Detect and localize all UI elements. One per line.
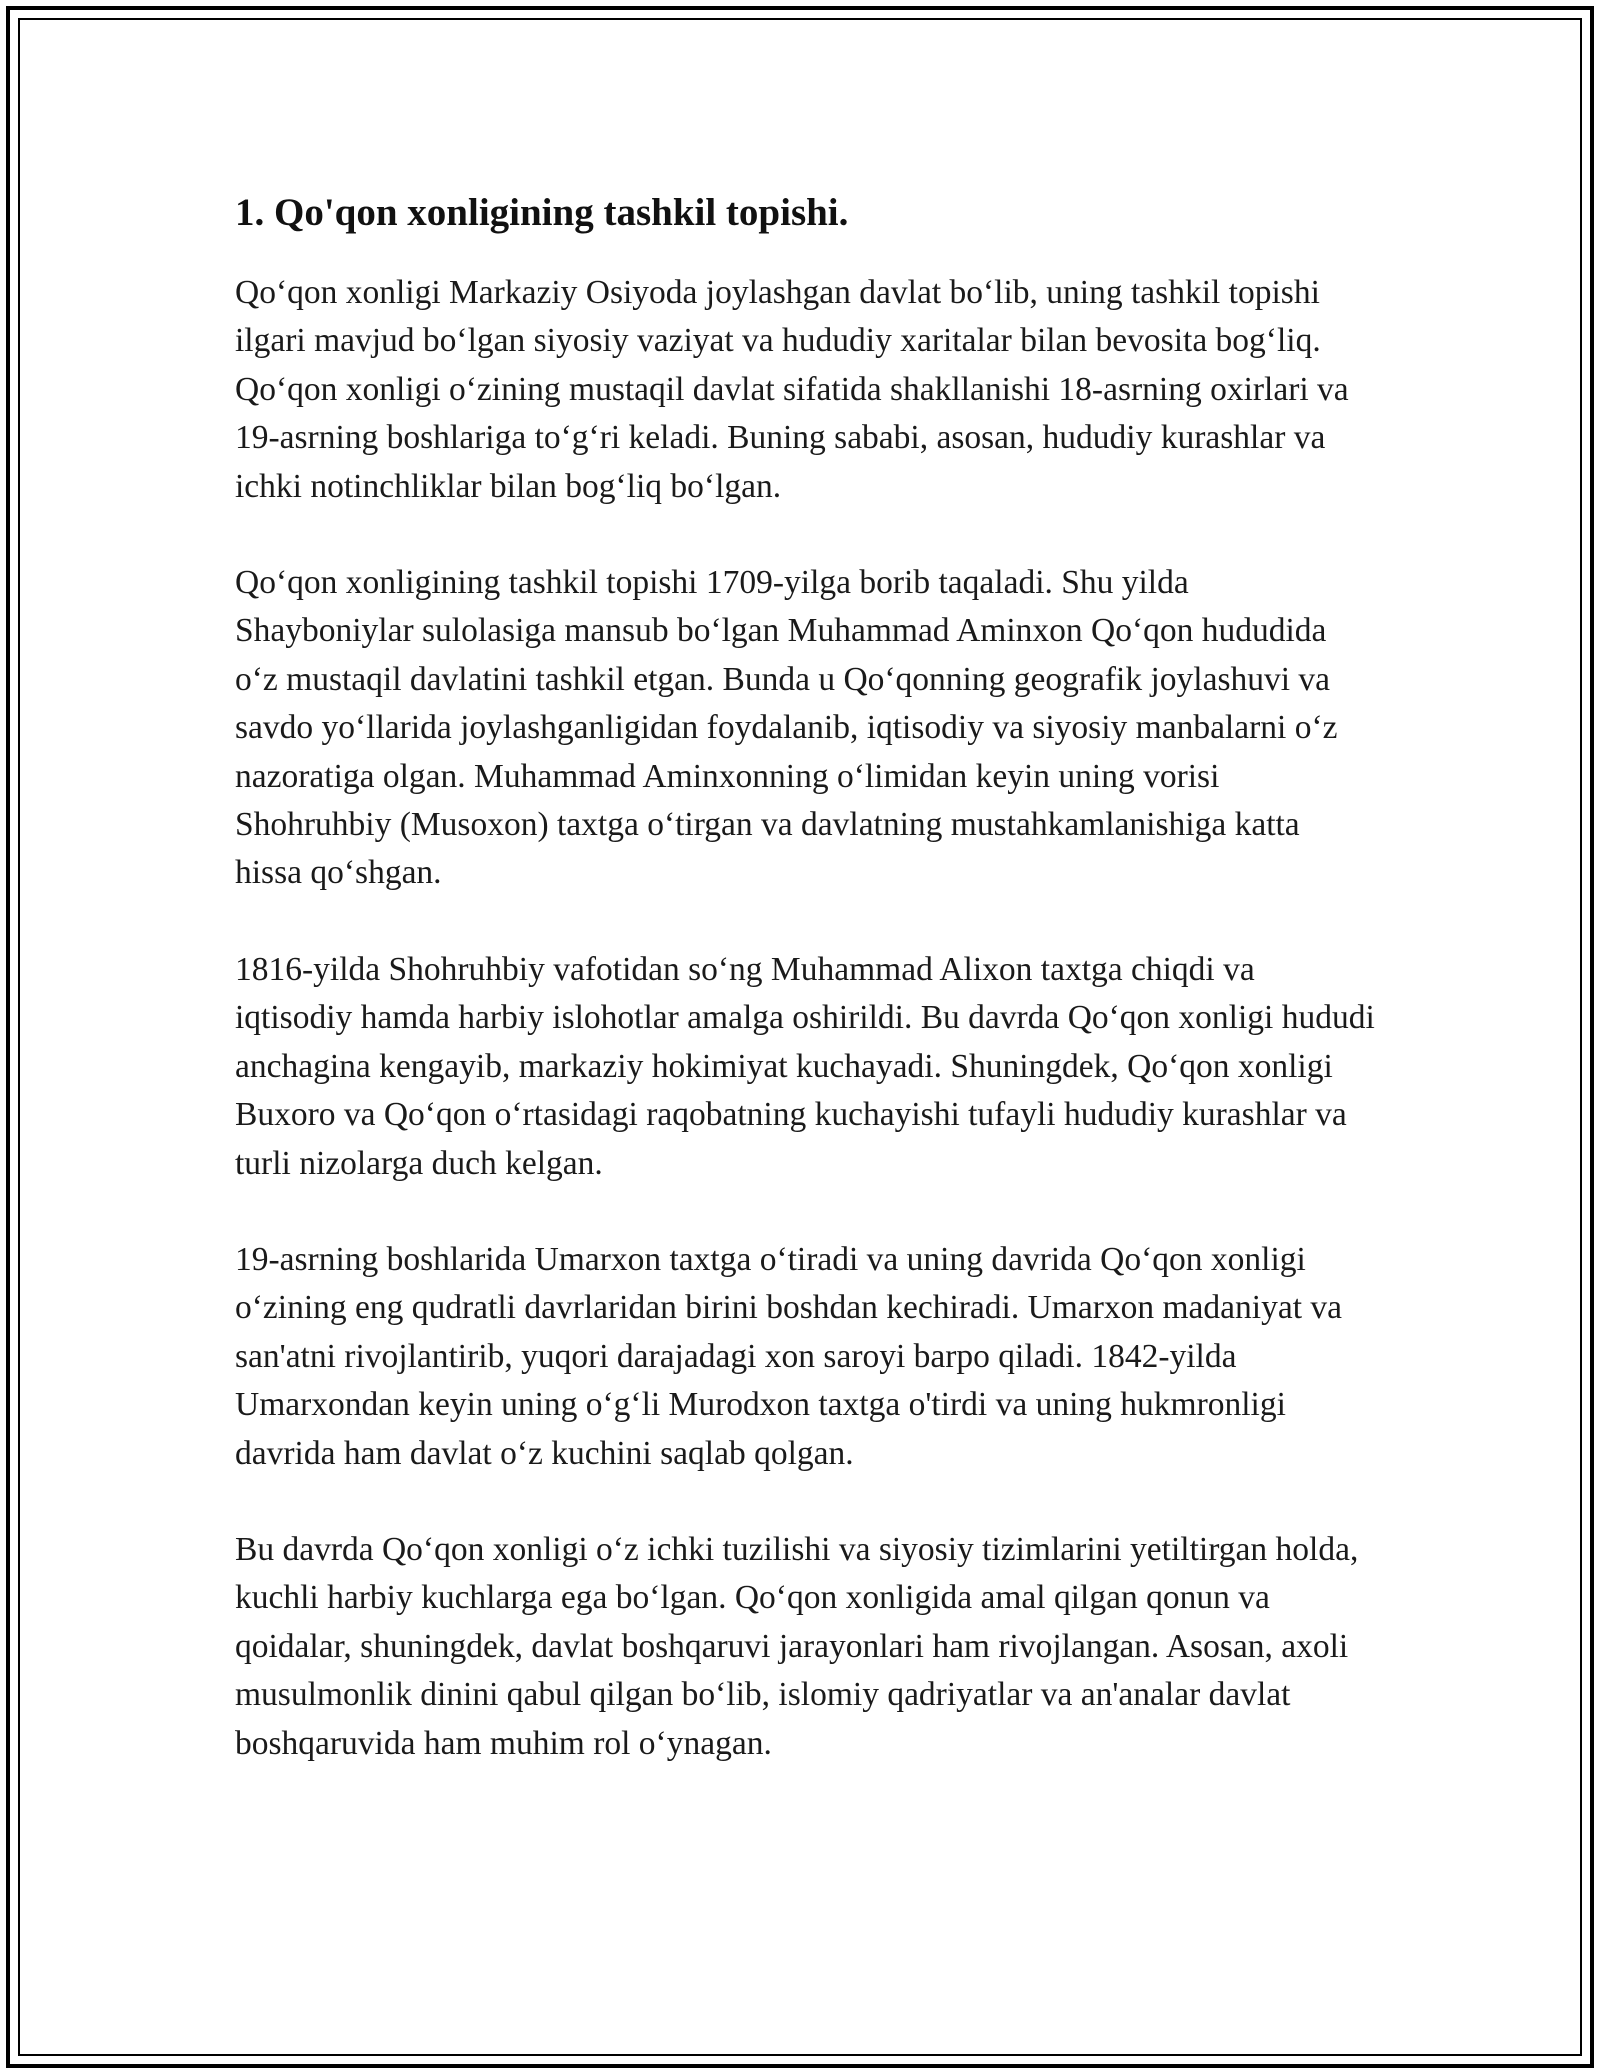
paragraph-4: 19-asrning boshlarida Umarxon taxtga o‘tiradi va uning davrida Qo‘qon xonligi o‘zining eng qudratli davrlaridan birini boshdan kechiradi. Umarxon madaniyat va san'atni rivojlantirib, yuqori darajadagi xon saroyi barpo qiladi. 1842-yilda Umarxondan keyin uning o‘g‘li Murodxon taxtga o'tirdi va uning hukmronligi davrida ham davlat o‘z kuchini saqlab qolgan. xyxy=(235,1240,1343,1472)
paragraph-5: Bu davrda Qo‘qon xonligi o‘z ichki tuzilishi va siyosiy tizimlarini yetiltirgan holda, kuchli harbiy kuchlarga ega bo‘lgan. Qo‘qon xonligida amal qilgan qonun va qoidalar, shuningdek, davlat boshqaruvi jarayonlari ham rivojlangan. Asosan, axoli musulmonlik dinini qabul qilgan bo‘lib, islomiy qadriyatlar va an'analar davlat boshqaruvida ham muhim rol o‘ynagan. xyxy=(235,1530,1359,1762)
document-body xyxy=(235,188,1375,1816)
paragraph-3: 1816-yilda Shohruhbiy vafotidan so‘ng Muhammad Alixon taxtga chiqdi va iqtisodiy hamda harbiy islohotlar amalga oshirildi. Bu davrda Qo‘qon xonligi hududi anchagina kengayib, markaziy hokimiyat kuchayadi. Shuningdek, Qo‘qon xonligi Buxoro va Qo‘qon o‘rtasidagi raqobatning kuchayishi tufayli hududiy kurashlar va turli nizolarga duch kelgan. xyxy=(235,950,1375,1182)
paragraph-2: Qo‘qon xonligining tashkil topishi 1709-yilga borib taqaladi. Shu yilda Shayboniylar sulolasiga mansub bo‘lgan Muhammad Aminxon Qo‘qon hududida o‘z mustaqil davlatini tashkil etgan. Bunda u Qo‘qonning geografik joylashuvi va savdo yo‘llarida joylashganligidan foydalanib, iqtisodiy va siyosiy manbalarni o‘z nazoratiga olgan. Muhammad Aminxonning o‘limidan keyin uning vorisi Shohruhbiy (Musoxon) taxtga o‘tirgan va davlatning mustahkamlanishiga katta hissa qo‘shgan. xyxy=(235,564,1338,892)
section-heading: 1. Qo'qon xonligining tashkil topishi. xyxy=(235,191,849,234)
paragraph-1: Qo‘qon xonligi Markaziy Osiyoda joylashgan davlat bo‘lib, uning tashkil topishi ilgari mavjud bo‘lgan siyosiy vaziyat va hududiy xaritalar bilan bevosita bog‘liq. Qo‘qon xonligi o‘zining mustaqil davlat sifatida shakllanishi 18-asrning oxirlari va 19-asrning boshlariga to‘g‘ri keladi. Buning sababi, asosan, hududiy kurashlar va ichki notinchliklar bilan bog‘liq bo‘lgan. xyxy=(235,274,1349,505)
